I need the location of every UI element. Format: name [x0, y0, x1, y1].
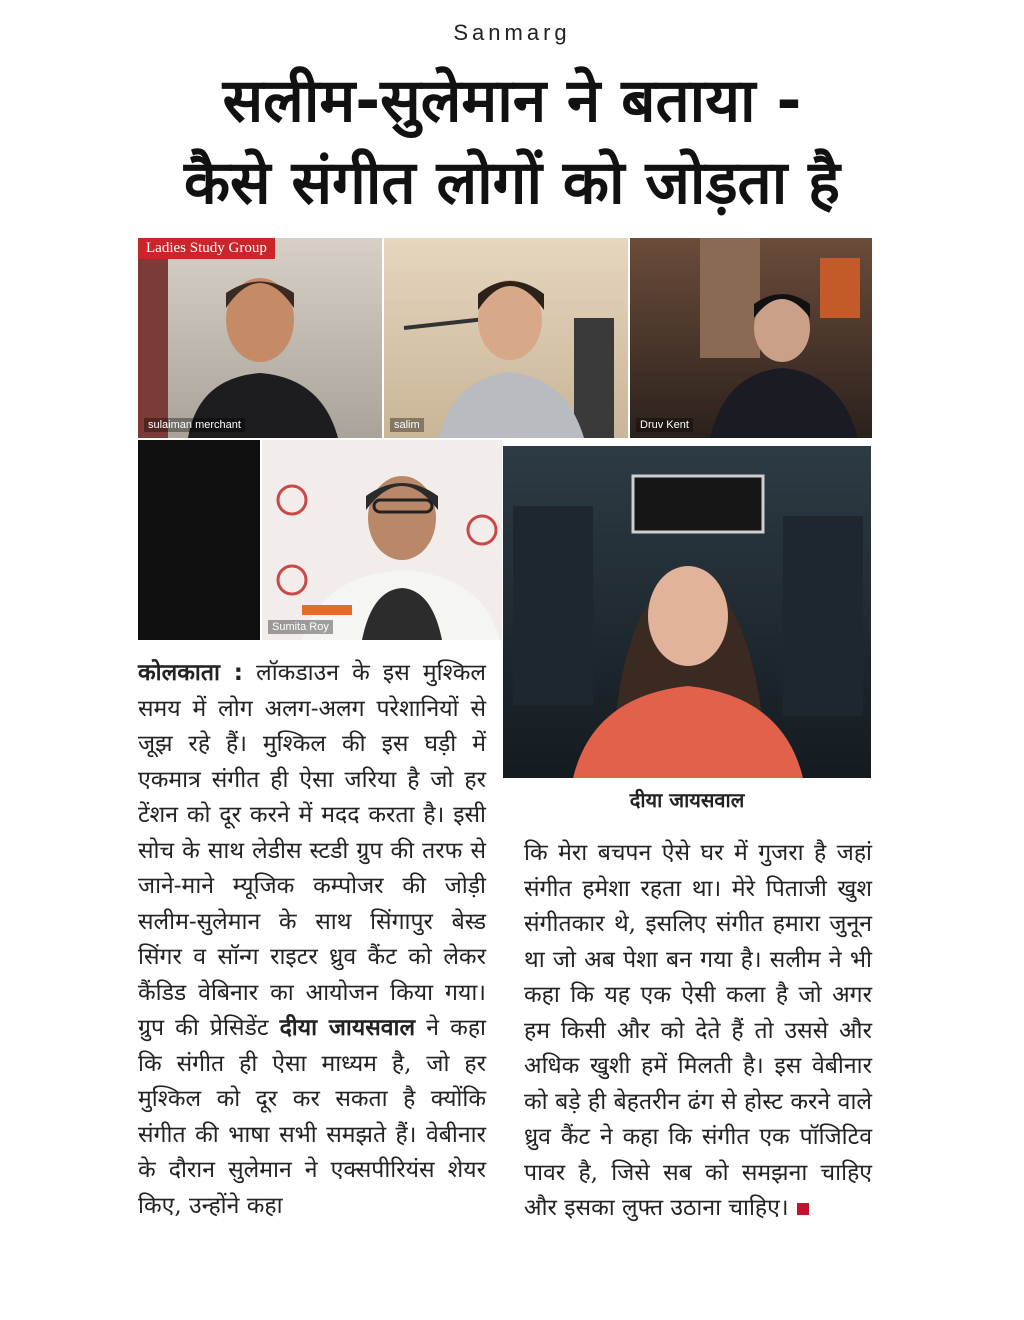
tile-label-sulaiman: sulaiman merchant	[144, 418, 245, 432]
person-silhouette-icon	[384, 238, 628, 438]
video-tile-sulaiman	[138, 238, 382, 438]
dateline: कोलकाता :	[138, 660, 243, 686]
video-tile-salim	[384, 238, 628, 438]
tile-label-druv-kent: Druv Kent	[636, 418, 693, 432]
video-tile-sumita-roy	[262, 440, 502, 640]
video-tile-empty	[138, 440, 260, 640]
person-silhouette-icon	[262, 440, 502, 640]
article-column-left	[138, 656, 486, 1224]
photo-deeya-jaiswal	[503, 446, 871, 778]
article-text-right: कि मेरा बचपन ऐसे घर में गुजरा है जहां संगीत हमेशा रहता था। मेरे पिताजी खुश संगीतकार थे, इसलिए संगीत हमारा जुनून था जो अब पेशा बन गया है। सलीम ने भी कहा कि यह एक ऐसी कला है जो अगर हम किसी और को देते हैं तो उससे और अधिक खुशी हमें मिलती है। इस वेबीनार को बड़े ही बेहतरीन ढंग से होस्ट करने वाले ध्रुव कैंट ने कहा कि संगीत एक पॉजिटिव पावर है, जिसे सब को समझना चाहिए और इसका लुफ्त उठाना चाहिए।	[524, 840, 872, 1221]
article-column-right	[524, 836, 872, 1227]
photo-caption: दीया जायसवाल	[629, 788, 745, 812]
tile-label-salim: salim	[390, 418, 424, 432]
president-name: दीया जायसवाल	[279, 1015, 416, 1041]
article-text-left-b: ने कहा कि संगीत ही ऐसा माध्यम है, जो हर मुश्किल को दूर कर सकता है क्योंकि संगीत की भाषा सभी समझते हैं। वेबीनार के दौरान सुलेमान ने एक्सपीरियंस शेयर किए, उन्होंने कहा	[138, 1015, 486, 1219]
person-silhouette-icon	[503, 446, 871, 778]
tile-label-sumita-roy: Sumita Roy	[268, 620, 333, 634]
headline-line-2: कैसे संगीत लोगों को जोड़ता है	[183, 148, 841, 218]
headline-line-1: सलीम-सुलेमान ने बताया -	[222, 66, 802, 136]
person-silhouette-icon	[630, 238, 872, 438]
group-banner: Ladies Study Group	[138, 238, 275, 259]
newspaper-name: Sanmarg	[453, 20, 571, 45]
video-tile-druv-kent	[630, 238, 872, 438]
person-silhouette-icon	[138, 238, 382, 438]
article-text-left-a: लॉकडाउन के इस मुश्किल समय में लोग अलग-अलग परेशानियों से जूझ रहे हैं। मुश्किल की इस घड़ी में एकमात्र संगीत ही ऐसा जरिया है जो हर टेंशन को दूर करने में मदद करता है। इसी सोच के साथ लेडीस स्टडी ग्रुप की तरफ से जाने-माने म्यूजिक कम्पोजर की जोड़ी सलीम-सुलेमान के साथ सिंगापुर बेस्ड सिंगर व सॉन्ग राइटर ध्रुव कैंट को लेकर कैंडिड वेबिनार का आयोजन किया गया। ग्रुप की प्रेसिडेंट	[138, 660, 487, 1041]
end-mark-icon	[797, 1203, 809, 1215]
